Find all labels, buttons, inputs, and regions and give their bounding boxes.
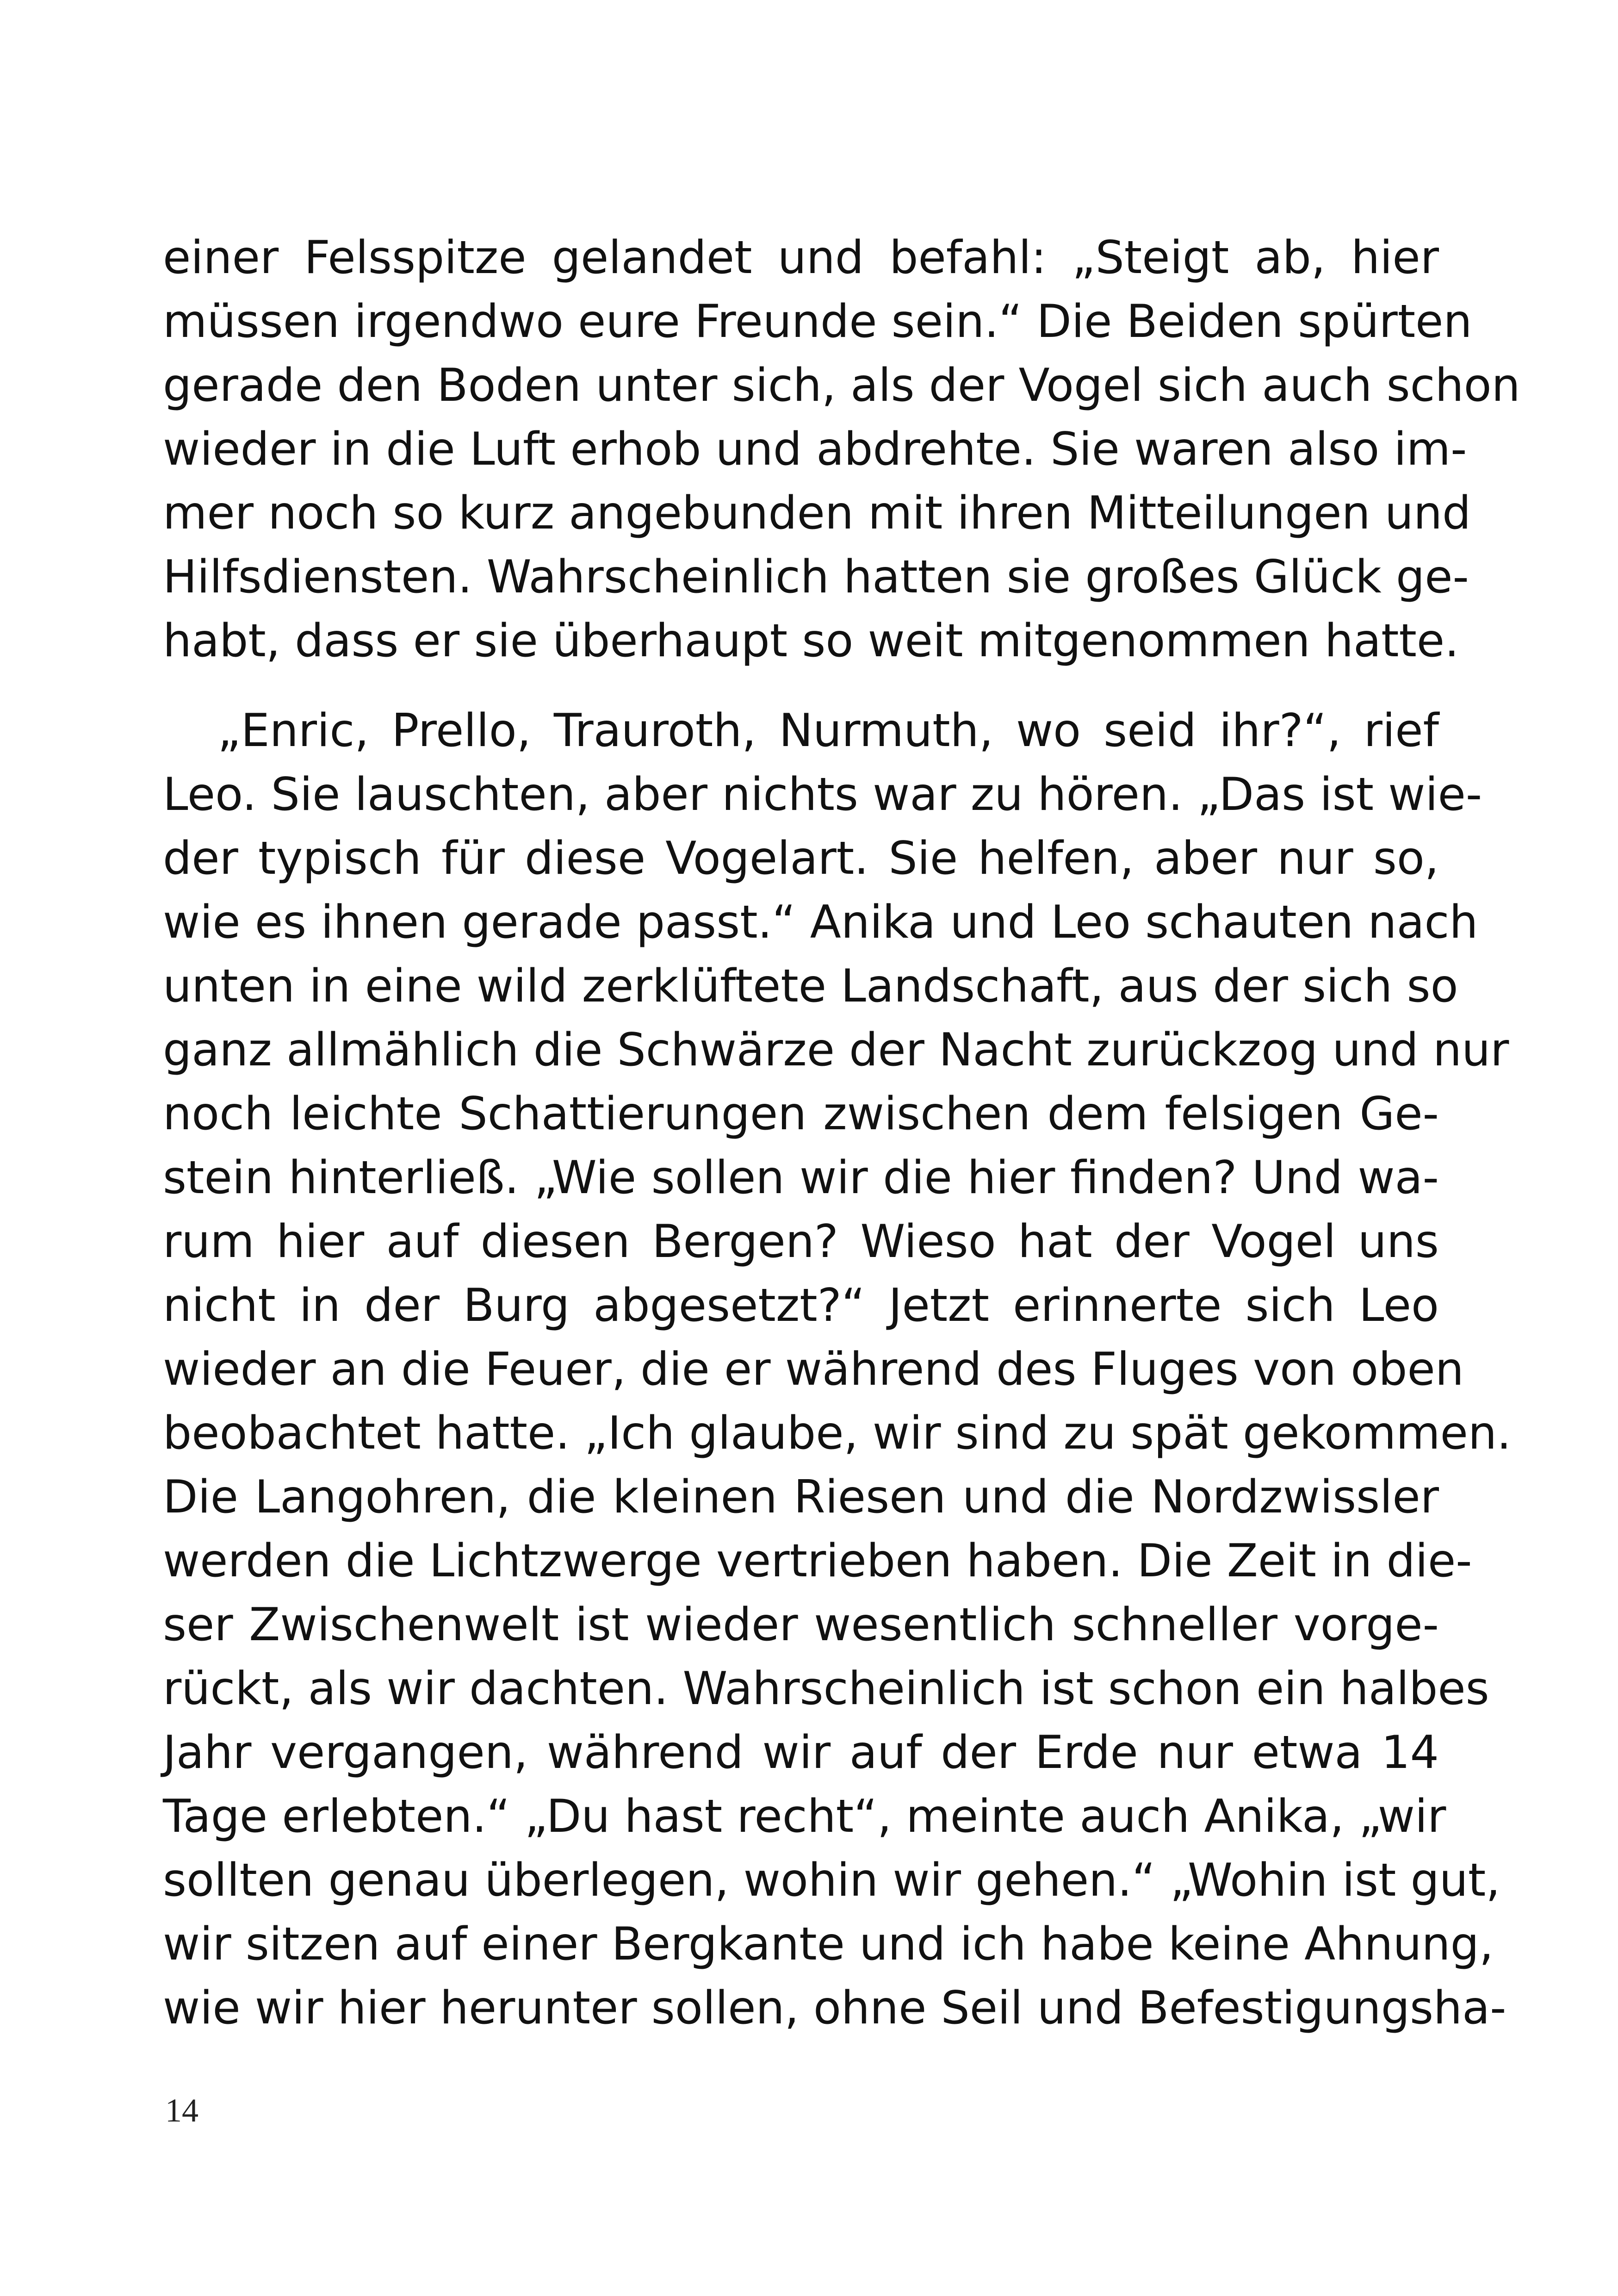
text-line: Hilfsdiensten. Wahrscheinlich hatten sie großes Glück ge- <box>163 551 1469 604</box>
text-line: Leo. Sie lauschten, aber nichts war zu hören. „Das ist wie- <box>163 768 1482 821</box>
text-line: stein hinterließ. „Wie sollen wir die hier finden? Und wa- <box>163 1151 1439 1204</box>
paragraph-2 <box>163 699 1512 2040</box>
text-line: unten in eine wild zerklüftete Landschaft, aus der sich so <box>163 960 1458 1013</box>
text-line: Die Langohren, die kleinen Riesen und die Nordzwissler <box>163 1471 1439 1524</box>
text-line: wir sitzen auf einer Bergkante und ich habe keine Ahnung, <box>163 1918 1494 1971</box>
text-line: rückt, als wir dachten. Wahrscheinlich ist schon ein halbes <box>163 1662 1489 1715</box>
text-line: ser Zwischenwelt ist wieder wesentlich schneller vorge- <box>163 1599 1439 1651</box>
text-line: „Enric, Prello, Trauroth, Nurmuth, wo seid ihr?“, rief <box>217 704 1439 757</box>
text-line: wieder in die Luft erhob und abdrehte. Sie waren also im- <box>163 423 1467 476</box>
text-line: beobachtet hatte. „Ich glaube, wir sind zu spät gekommen. <box>163 1407 1512 1460</box>
text-line: rum hier auf diesen Bergen? Wieso hat der Vogel uns <box>163 1215 1439 1268</box>
text-line: noch leichte Schattierungen zwischen dem felsigen Ge- <box>163 1088 1439 1140</box>
text-line: wie es ihnen gerade passt.“ Anika und Leo schauten nach <box>163 896 1478 949</box>
text-line: sollten genau überlegen, wohin wir gehen.“ „Wohin ist gut, <box>163 1854 1500 1907</box>
text-line: wie wir hier herunter sollen, ohne Seil und Befestigungsha- <box>163 1982 1506 2035</box>
text-line: habt, dass er sie überhaupt so weit mitgenommen hatte. <box>163 615 1459 667</box>
text-line: müssen irgendwo eure Freunde sein.“ Die Beiden spürten <box>163 295 1472 348</box>
text-line: Jahr vergangen, während wir auf der Erde nur etwa 14 <box>163 1726 1439 1779</box>
text-line: gerade den Boden unter sich, als der Vogel sich auch schon <box>163 359 1520 412</box>
text-line: ganz allmählich die Schwärze der Nacht zurückzog und nur <box>163 1024 1509 1076</box>
text-line: Tage erlebten.“ „Du hast recht“, meinte auch Anika, „wir <box>163 1790 1446 1843</box>
text-line: wieder an die Feuer, die er während des Fluges von oben <box>163 1343 1464 1396</box>
text-line: mer noch so kurz angebunden mit ihren Mitteilungen und <box>163 487 1471 540</box>
page-number: 14 <box>165 2092 198 2129</box>
text-line: einer Felsspitze gelandet und befahl: „Steigt ab, hier <box>163 231 1439 284</box>
text-line: nicht in der Burg abgesetzt?“ Jetzt erinnerte sich Leo <box>163 1279 1439 1332</box>
paragraph-1 <box>163 226 1520 673</box>
text-line: werden die Lichtzwerge vertrieben haben. Die Zeit in die- <box>163 1535 1472 1587</box>
text-line: der typisch für diese Vogelart. Sie helfen, aber nur so, <box>163 832 1439 885</box>
